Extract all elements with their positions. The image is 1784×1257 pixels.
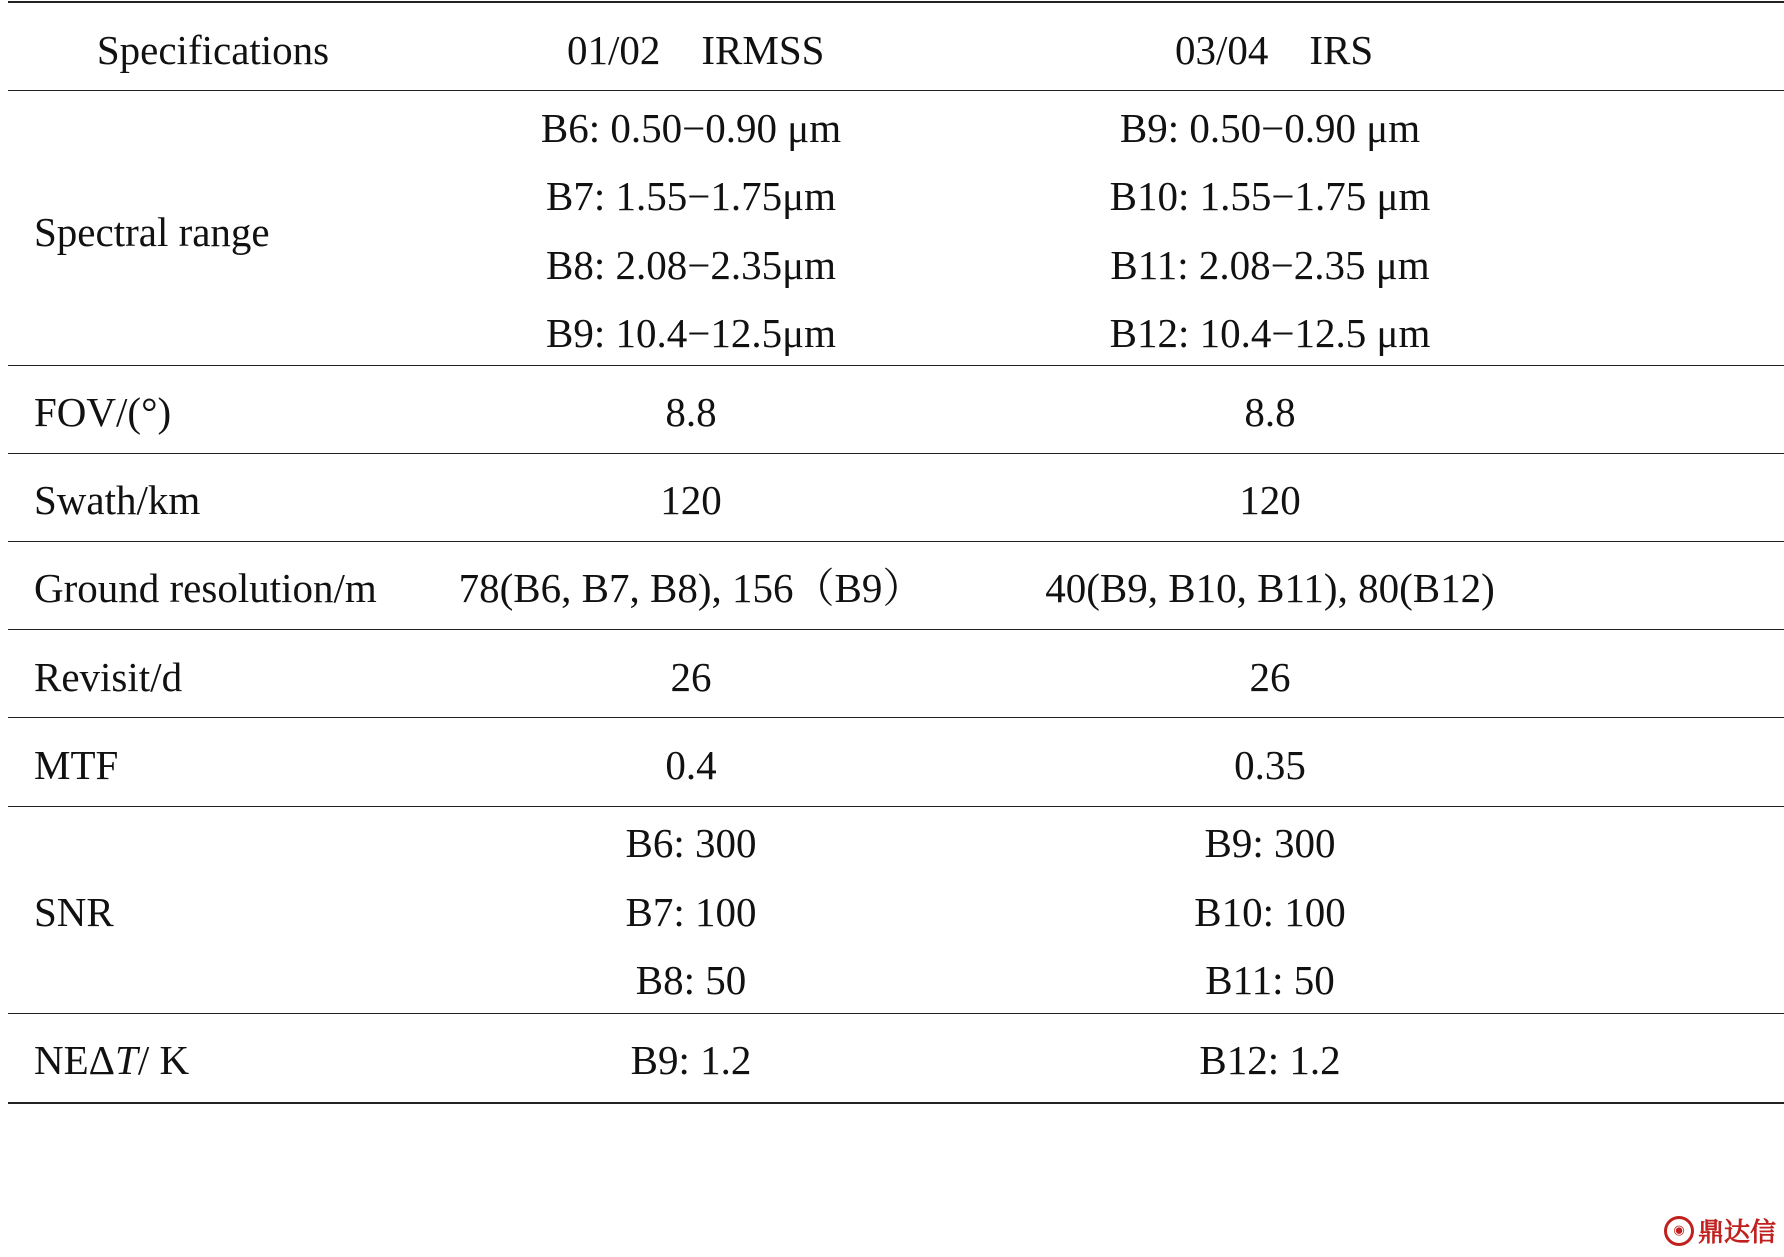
snr-irmss-b8: B8: 50 bbox=[635, 957, 747, 1003]
row-rule bbox=[8, 541, 1784, 542]
top-rule bbox=[8, 1, 1784, 3]
spectral-irmss-b9: B9: 10.4−12.5μm bbox=[546, 310, 836, 356]
header-specifications: Specifications bbox=[96, 27, 330, 73]
row-label-mtf: MTF bbox=[34, 742, 119, 788]
row-rule bbox=[8, 453, 1784, 454]
nedt-prefix: NEΔ bbox=[34, 1037, 116, 1083]
swath-irs: 120 bbox=[1239, 477, 1301, 523]
row-rule bbox=[8, 806, 1784, 807]
nedt-italic-t: T bbox=[115, 1037, 138, 1083]
snr-irs-b11: B11: 50 bbox=[1205, 957, 1335, 1003]
spectral-irmss-b6: B6: 0.50−0.90 μm bbox=[540, 105, 842, 151]
header-irmss: 01/02 IRMSS bbox=[567, 27, 825, 73]
snr-irmss-b6: B6: 300 bbox=[625, 820, 757, 866]
spectral-irs-b10: B10: 1.55−1.75 μm bbox=[1109, 173, 1431, 219]
spectral-irmss-b8: B8: 2.08−2.35μm bbox=[546, 242, 836, 288]
swath-irmss: 120 bbox=[660, 477, 722, 523]
nedt-irmss: B9: 1.2 bbox=[630, 1037, 752, 1083]
row-rule bbox=[8, 1013, 1784, 1014]
snr-irs-b10: B10: 100 bbox=[1194, 889, 1346, 935]
nedt-suffix: / K bbox=[137, 1037, 190, 1083]
fov-irmss: 8.8 bbox=[665, 389, 717, 435]
row-label-snr: SNR bbox=[34, 889, 114, 935]
row-rule bbox=[8, 717, 1784, 718]
row-rule bbox=[8, 365, 1784, 366]
row-label-ground-resolution: Ground resolution/m bbox=[34, 565, 377, 611]
snr-irs-b9: B9: 300 bbox=[1204, 820, 1336, 866]
row-label-revisit: Revisit/d bbox=[34, 654, 183, 700]
spectral-irs-b11: B11: 2.08−2.35 μm bbox=[1110, 242, 1430, 288]
spectral-irs-b12: B12: 10.4−12.5 μm bbox=[1109, 310, 1431, 356]
mtf-irmss: 0.4 bbox=[665, 742, 717, 788]
header-rule bbox=[8, 90, 1784, 91]
revisit-irmss: 26 bbox=[670, 654, 712, 700]
row-label-swath: Swath/km bbox=[34, 477, 201, 523]
spectral-irs-b9: B9: 0.50−0.90 μm bbox=[1119, 105, 1421, 151]
watermark-text: 鼎达信 bbox=[1697, 1218, 1776, 1248]
ground-resolution-irs: 40(B9, B10, B11), 80(B12) bbox=[1045, 565, 1495, 611]
spectral-irmss-b7: B7: 1.55−1.75μm bbox=[546, 173, 836, 219]
mtf-irs: 0.35 bbox=[1234, 742, 1306, 788]
snr-irmss-b7: B7: 100 bbox=[625, 889, 757, 935]
bottom-rule bbox=[8, 1102, 1784, 1104]
row-label-fov: FOV/(°) bbox=[34, 389, 172, 435]
header-irs: 03/04 IRS bbox=[1175, 27, 1374, 73]
nedt-irs: B12: 1.2 bbox=[1199, 1037, 1341, 1083]
revisit-irs: 26 bbox=[1249, 654, 1291, 700]
row-rule bbox=[8, 629, 1784, 630]
ground-resolution-irmss: 78(B6, B7, B8), 156（B9） bbox=[458, 565, 924, 611]
row-label-spectral-range: Spectral range bbox=[34, 209, 270, 255]
fov-irs: 8.8 bbox=[1244, 389, 1296, 435]
watermark bbox=[1664, 1212, 1776, 1249]
row-label-nedt bbox=[34, 1037, 190, 1083]
watermark-logo-icon: ◉ bbox=[1664, 1216, 1694, 1246]
